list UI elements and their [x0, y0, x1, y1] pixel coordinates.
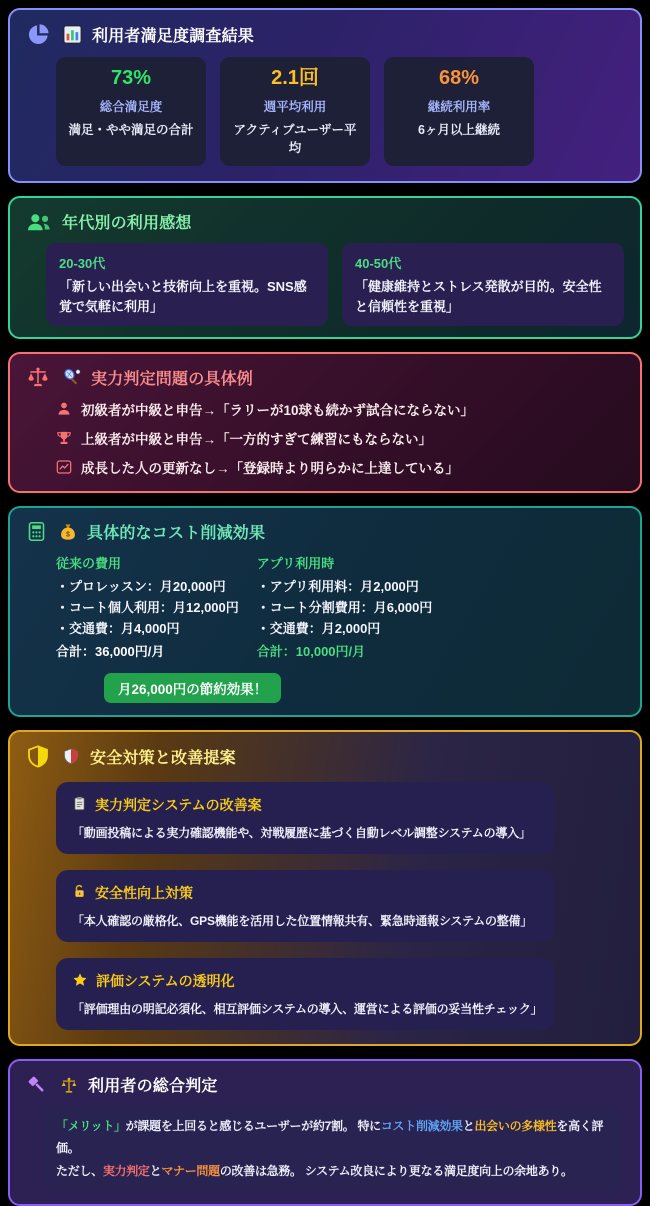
age-header: [26, 210, 624, 233]
cost-comparison: [56, 553, 624, 662]
cost-line: ・交通費：月2,000円: [256, 621, 381, 637]
shield-emoji-icon: [62, 747, 80, 766]
age-group-quote: 「健康維持とストレス発散が目的。安全性と信頼性を重視」: [355, 279, 602, 314]
cost-line: ・アプリ利用料：月2,000円: [256, 579, 419, 595]
stat-subtext: 6ヶ月以上継続: [418, 123, 500, 137]
skill-issue-item: [56, 457, 624, 477]
verdict-summary: [44, 1106, 622, 1191]
user-bust-icon: [56, 401, 72, 417]
cost-total: 合計：10,000円/月: [256, 644, 366, 660]
safety-card-text: 「本人確認の厳格化、GPS機能を活用した位置情報共有、緊急時通報システムの整備」: [72, 914, 533, 929]
survey-header: [26, 22, 624, 47]
cost-column-after: [257, 553, 433, 662]
cost-line: ・交通費：月4,000円: [56, 621, 180, 637]
verdict-segment: を高く評価。: [56, 1119, 604, 1156]
age-card-20-30: [46, 243, 328, 326]
section-title: 実力判定問題の具体例: [91, 371, 254, 388]
safety-card-rating-transparency: [56, 958, 554, 1030]
safety-card-heading: 実力判定システムの改善案: [95, 797, 262, 814]
safety-card-heading-row: [72, 971, 538, 991]
age-group-label: 20-30代: [59, 256, 106, 271]
verdict-segment: ただし、: [56, 1163, 103, 1178]
age-cards: [46, 243, 624, 326]
stat-value: 73%: [110, 67, 152, 89]
section-overall-verdict: [8, 1059, 642, 1206]
stat-subtext: 満足・やや満足の合計: [68, 123, 194, 137]
section-title: 安全対策と改善提案: [90, 750, 236, 768]
money-bag-icon: [59, 523, 77, 541]
balance-scale-icon: [26, 366, 50, 389]
section-age-feedback: [8, 196, 642, 339]
savings-badge: 月26,000円の節約効果！: [104, 673, 281, 703]
trophy-icon: [56, 430, 72, 446]
section-cost-savings: [8, 506, 642, 717]
stat-label: 総合満足度: [99, 100, 163, 114]
safety-card-heading-row: [72, 883, 538, 903]
svg-text:$: $: [66, 529, 70, 538]
stat-card-weekly-usage: [220, 57, 370, 166]
safety-card-heading: 安全性向上対策: [95, 885, 193, 902]
skill-issue-text: 成長した人の更新なし→「登録時より明らかに上達している」: [81, 461, 459, 476]
stats-row: [56, 57, 624, 166]
skill-header: [26, 366, 624, 389]
verdict-segment: 「メリット」: [56, 1119, 126, 1134]
lock-icon: [72, 883, 87, 903]
cost-line: ・コート個人利用：月12,000円: [56, 600, 239, 616]
safety-card-heading-row: [72, 795, 538, 815]
section-skill-rating-issues: [8, 352, 642, 493]
verdict-segment: の改善は急務。 システム改良により更なる満足度向上の余地あり。: [219, 1163, 573, 1178]
cost-column-heading: アプリ利用時: [256, 556, 335, 571]
section-title: 年代別の利用感想: [62, 215, 192, 232]
stat-subtext: アクティブユーザー平均: [233, 123, 357, 155]
star-icon: [72, 972, 88, 991]
safety-card-text: 「動画投稿による実力確認機能や、対戦履歴に基づく自動レベル調整システムの導入」: [72, 826, 531, 841]
bar-chart-icon: [63, 25, 82, 44]
cost-total: 合計：36,000円/月: [56, 644, 165, 660]
section-safety-proposals: [8, 730, 642, 1046]
verdict-segment: と: [462, 1119, 475, 1134]
cost-column-before: [56, 553, 239, 662]
cost-line: ・コート分割費用：月6,000円: [256, 600, 433, 616]
stat-label: 週平均利用: [263, 100, 327, 114]
cost-header: [26, 520, 624, 543]
stat-label: 継続利用率: [427, 100, 491, 114]
safety-card-security: [56, 870, 554, 942]
pie-chart-icon: [26, 22, 51, 47]
safety-card-skill-system: [56, 782, 554, 854]
age-card-40-50: [342, 243, 624, 326]
cost-column-heading: 従来の費用: [56, 556, 122, 571]
skill-issue-item: [56, 428, 624, 448]
safety-card-text: 「評価理由の明記必須化、相互評価システムの導入、運営による評価の妥当性チェック」: [72, 1002, 543, 1017]
section-survey-results: [8, 8, 642, 183]
stat-value: 68%: [438, 67, 480, 89]
verdict-segment: コスト削減効果: [380, 1119, 463, 1134]
verdict-segment: 実力判定: [102, 1163, 150, 1178]
verdict-segment: 出会いの多様性: [474, 1119, 557, 1134]
section-title: 利用者満足度調査結果: [92, 28, 255, 45]
stat-value: 2.1回: [271, 67, 319, 89]
age-group-quote: 「新しい出会いと技術向上を重視。SNS感覚で気軽に利用」: [59, 279, 307, 314]
skill-issue-list: [56, 399, 624, 477]
safety-card-heading: 評価システムの透明化: [96, 973, 235, 990]
cost-line: ・プロレッスン：月20,000円: [56, 579, 226, 595]
verdict-segment: マナー問題: [161, 1163, 220, 1178]
shield-halved-icon: [26, 744, 50, 769]
safety-header: [26, 744, 624, 769]
age-group-label: 40-50代: [355, 256, 402, 271]
safety-card-list: [56, 782, 554, 1030]
verdict-segment: と: [149, 1163, 162, 1178]
chart-line-icon: [56, 459, 72, 475]
section-title: 具体的なコスト削減効果: [87, 525, 266, 542]
stat-card-satisfaction: [56, 57, 206, 166]
verdict-segment: が課題を上回ると感じるユーザーが約7割。 特に: [125, 1119, 381, 1134]
section-title: 利用者の総合判定: [88, 1078, 218, 1096]
stat-card-retention: [384, 57, 534, 166]
clipboard-icon: [72, 795, 87, 815]
skill-issue-item: [56, 399, 624, 419]
skill-issue-text: 上級者が中級と申告→「一方的すぎて練習にもならない」: [81, 432, 432, 447]
calculator-icon: [26, 520, 47, 543]
users-icon: [26, 211, 52, 233]
badminton-racket-icon: [62, 368, 81, 387]
skill-issue-text: 初級者が中級と申告→「ラリーが10球も続かず試合にならない」: [81, 403, 475, 418]
